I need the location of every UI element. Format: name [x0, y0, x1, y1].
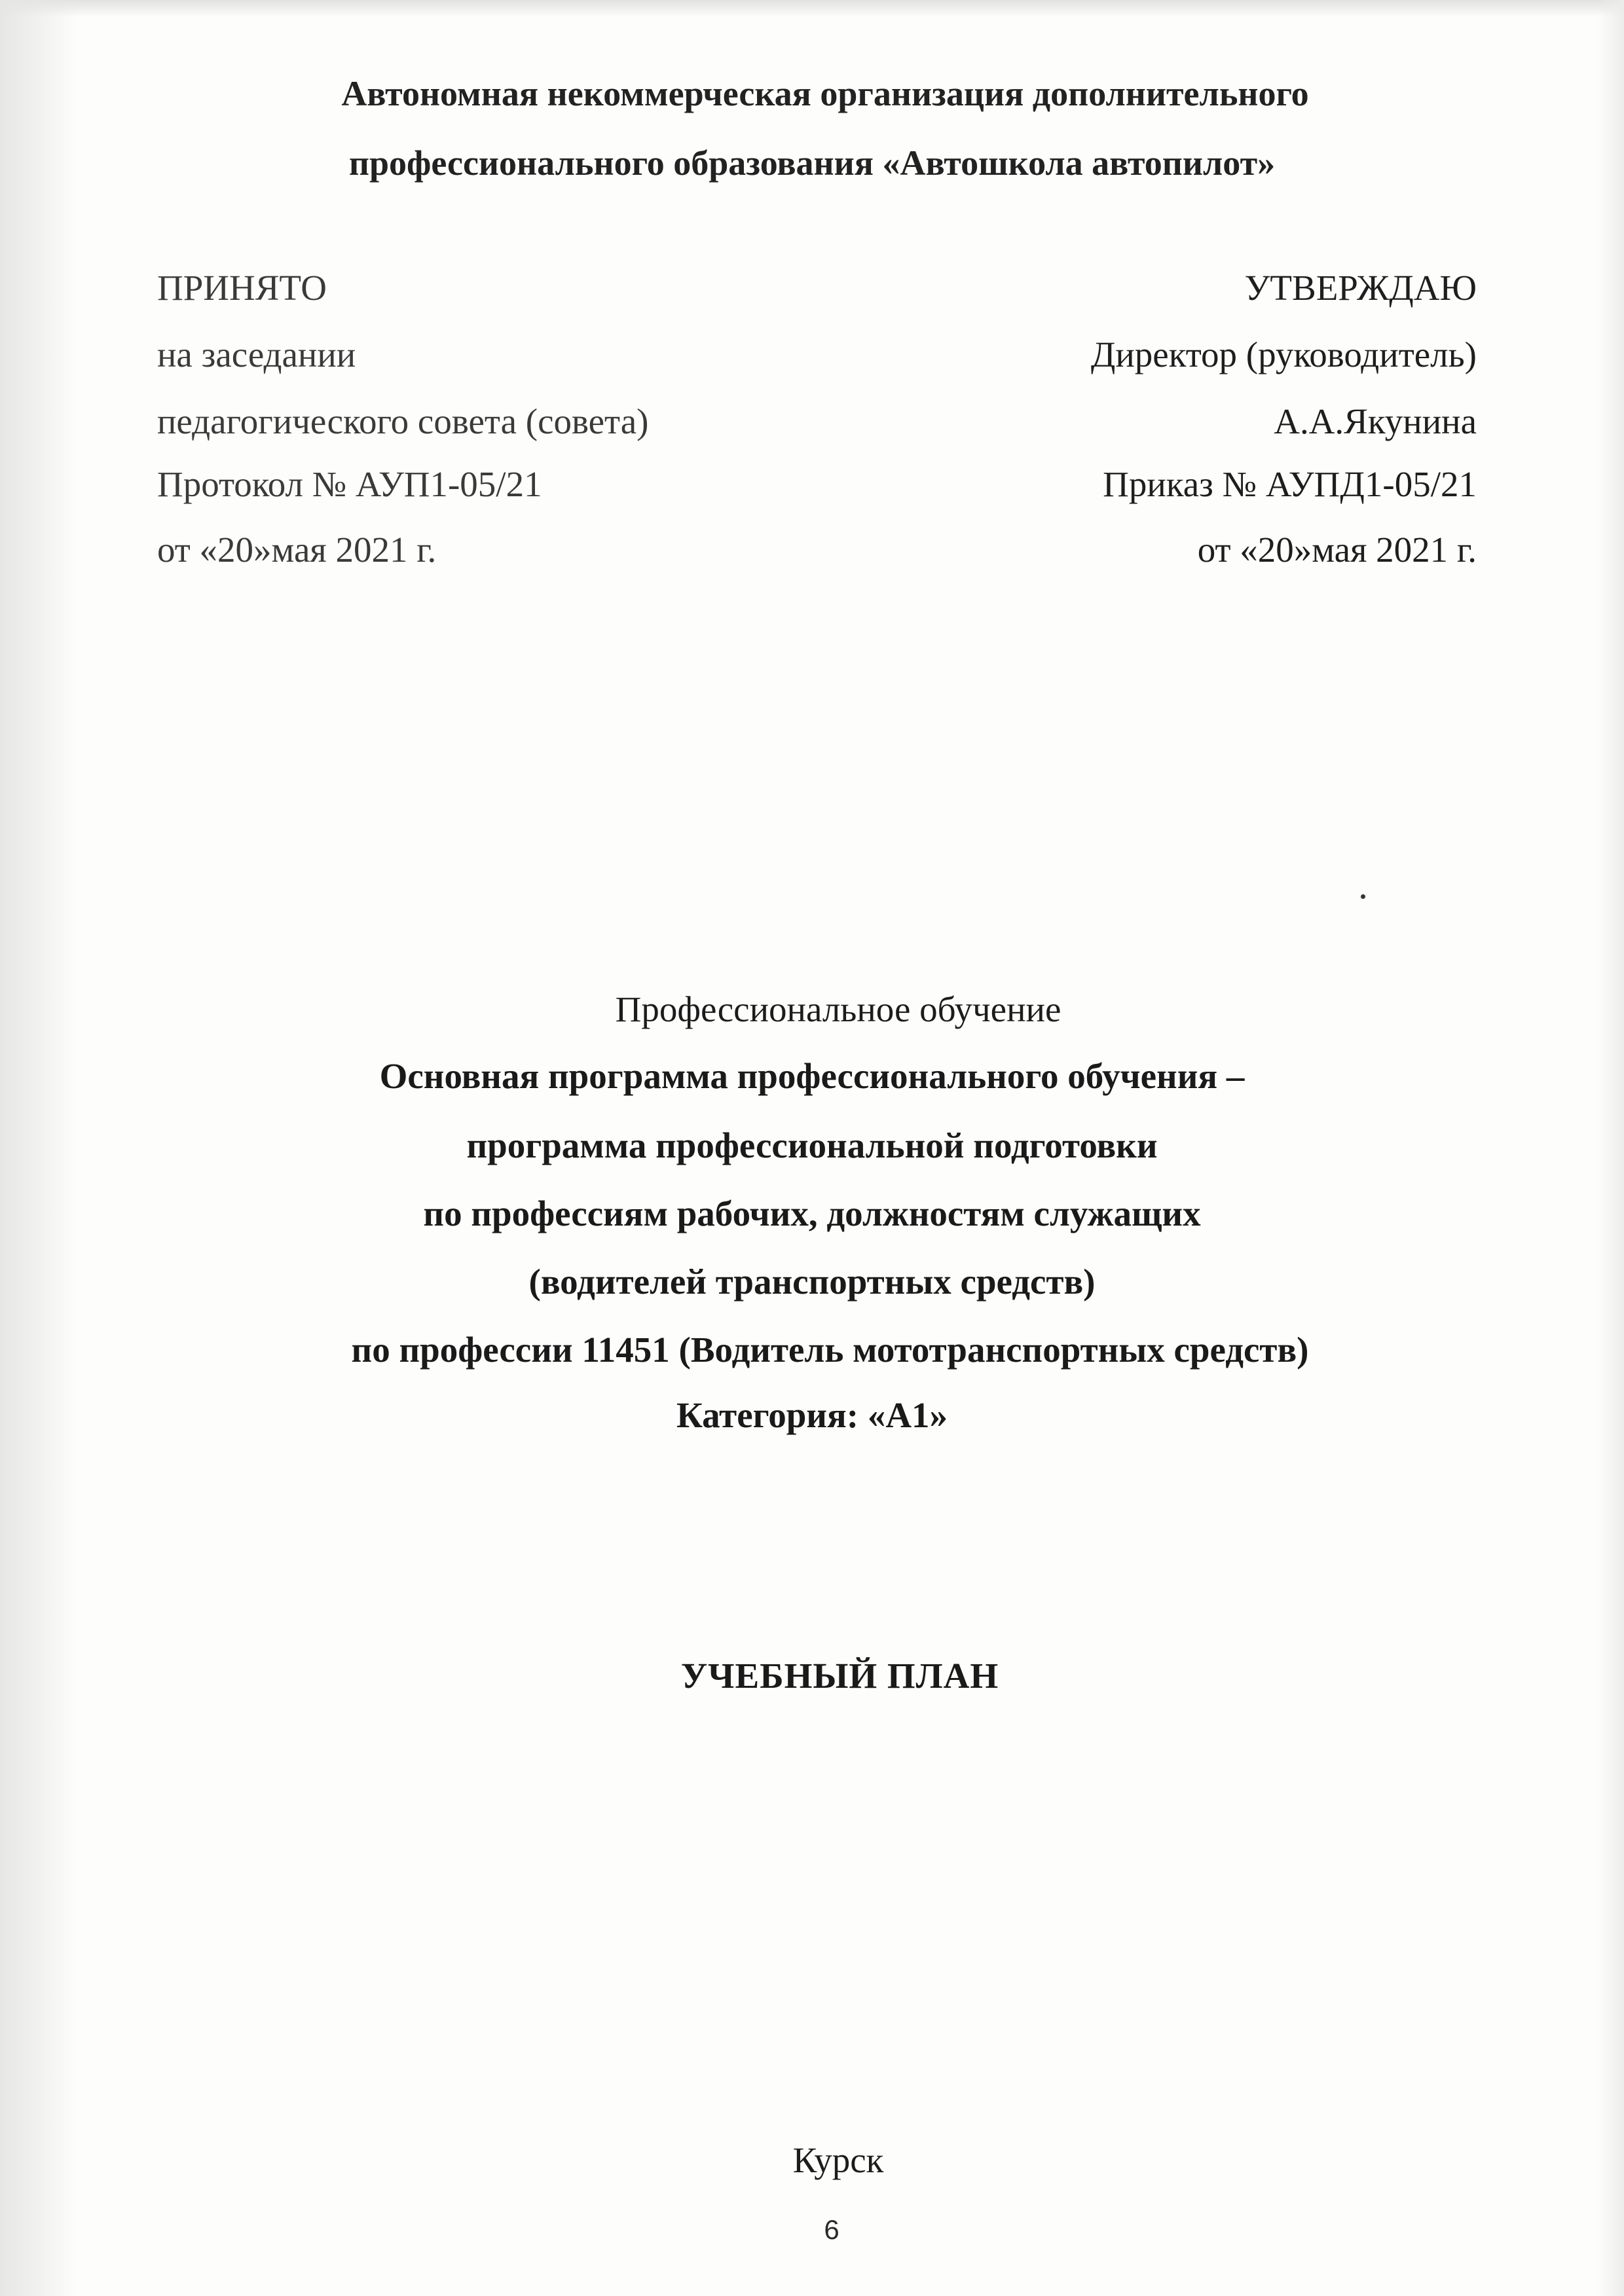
org-name-line-1: Автономная некоммерческая организация дополнительного [341, 74, 1309, 113]
approval-left-line-1: на заседании [157, 335, 356, 374]
program-category: Категория: «А1» [676, 1395, 948, 1435]
program-title-line-2: программа профессиональной подготовки [466, 1125, 1158, 1165]
city: Курск [792, 2140, 884, 2180]
scan-edge-top [0, 0, 1624, 17]
approval-left-protocol: Протокол № АУП1-05/21 [157, 464, 542, 504]
approval-left-line-2: педагогического совета (совета) [157, 401, 649, 441]
org-name-line-2: профессионального образования «Автошкола автопилот» [348, 143, 1276, 183]
approval-right-date: от «20»мая 2021 г. [1197, 530, 1477, 570]
approval-left-date: от «20»мая 2021 г. [157, 530, 437, 570]
scan-speck [1361, 894, 1365, 899]
approval-right-order: Приказ № АУПД1-05/21 [1103, 464, 1477, 504]
approval-right-position: Директор (руководитель) [1090, 335, 1477, 374]
page-number: 6 [824, 2214, 840, 2245]
program-title-line-1: Основная программа профессионального обучения – [379, 1056, 1245, 1096]
program-type: Профессиональное обучение [615, 989, 1061, 1029]
approval-left-title: ПРИНЯТО [157, 268, 327, 308]
program-title-line-5: по профессии 11451 (Водитель мототранспортных средств) [351, 1330, 1309, 1370]
document-title: УЧЕБНЫЙ ПЛАН [680, 1656, 999, 1696]
approval-right-director-name: А.А.Якунина [1274, 401, 1477, 441]
program-title-line-3: по профессиям рабочих, должностям служащих [423, 1194, 1201, 1233]
approval-right-title: УТВЕРЖДАЮ [1244, 268, 1477, 308]
program-title-line-4: (водителей транспортных средств) [528, 1262, 1096, 1302]
